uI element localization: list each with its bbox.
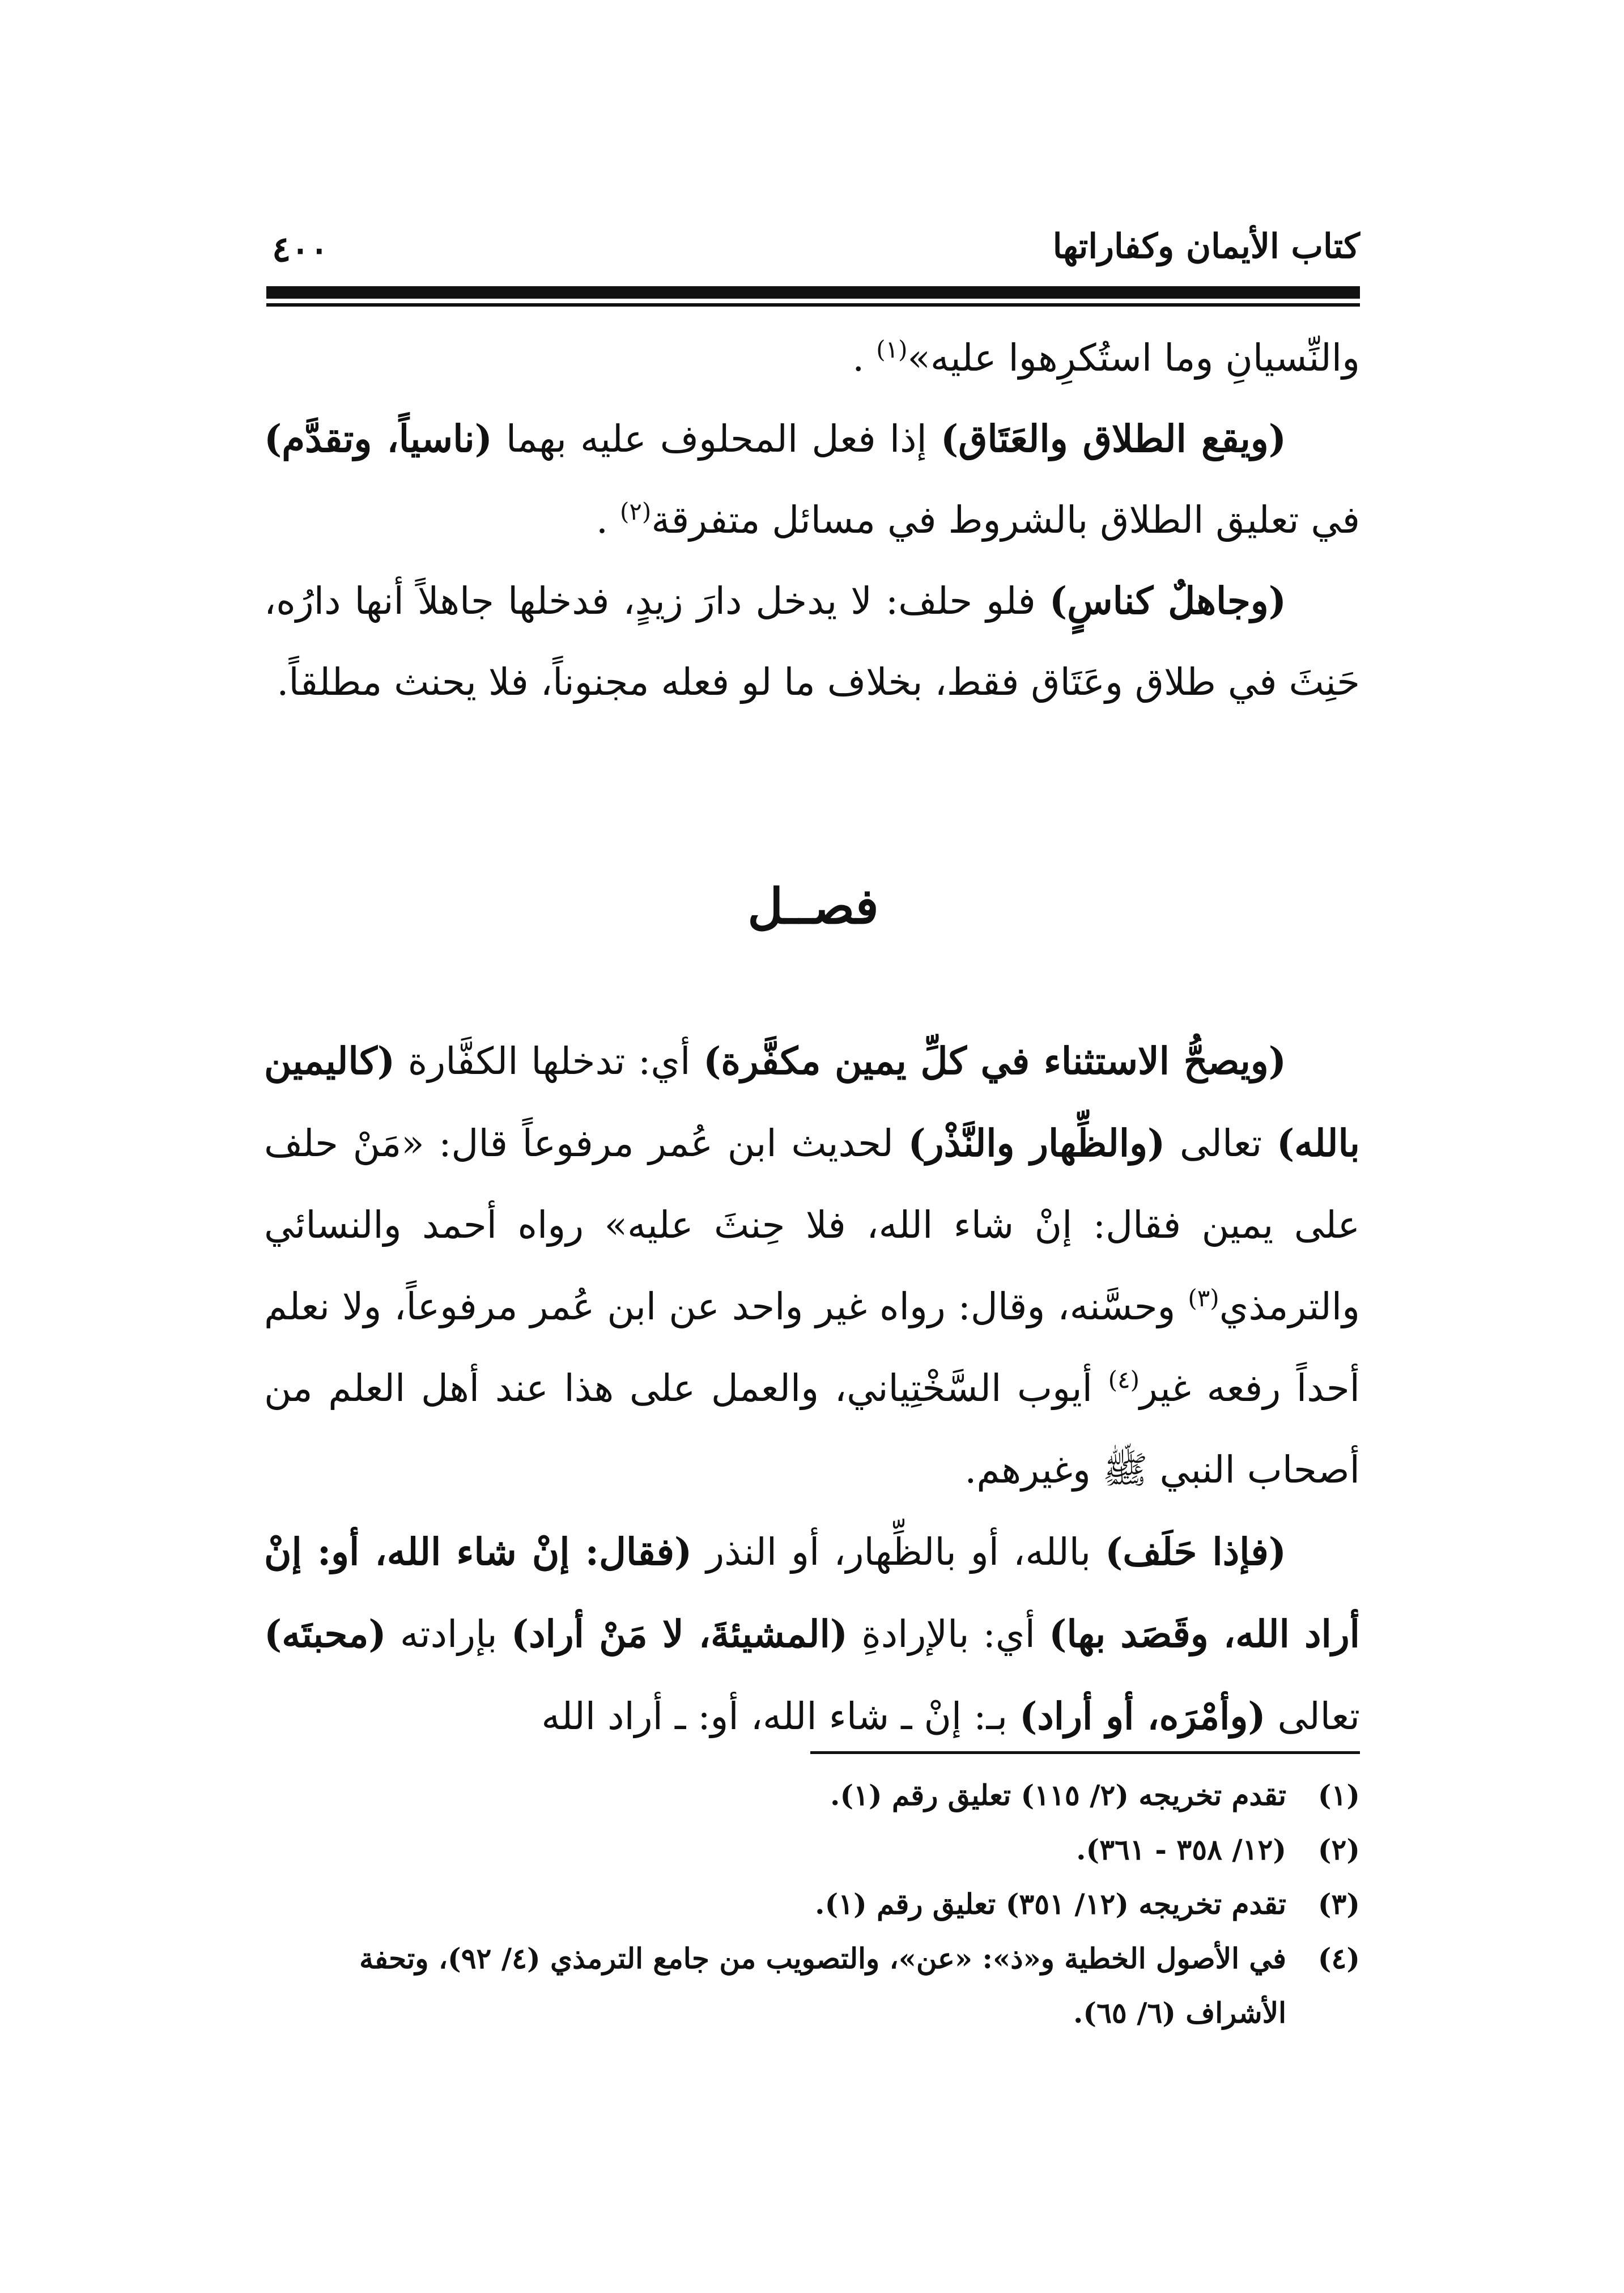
footnote-ref-4[interactable]: (٤): [1108, 1366, 1140, 1394]
footnote-4: [264, 1931, 1360, 2040]
body-text-top: [264, 317, 1360, 723]
paragraph-2: (ويقع الطلاق والعَتَاق) إذا فعل المحلوف عليه بهما (ناسياً، وتقدَّم) في تعليق الطلاق بالشروط في مسائل متفرقة$^{(٢)}$ .: [264, 417, 1360, 542]
footnote-number: (٢): [1317, 1833, 1360, 1866]
footnote-ref-3[interactable]: (٣): [1188, 1284, 1219, 1312]
footnote-text: تقدم تخريجه (٢/ ١١٥) تعليق رقم (١).: [830, 1778, 1286, 1812]
footnote-3: [264, 1877, 1360, 1931]
header-rule-thick: [266, 286, 1360, 299]
body-text-bottom: [264, 1020, 1360, 1757]
paragraph-4: (ويصحُّ الاستثناء في كلِّ يمين مكفَّرة) أي: تدخلها الكفَّارة (كاليمين بالله) تعالى (والظِّهار والنَّذْر) لحديث ابن عُمر مرفوعاً قال: «مَنْ حلف على يمين فقال: إنْ شاء الله، فلا حِنثَ عليه» رواه أحمد والنسائي والترمذي$^{(٣)}$ وحسَّنه، وقال: رواه غير واحد عن ابن عُمر مرفوعاً، ولا نعلم أحداً رفعه غير$^{(٤)}$ أيوب السَّخْتِياني، والعمل على هذا عند أهل العلم من أصحاب النبي ﷺ وغيرهم.: [264, 1039, 1360, 1492]
paragraph-3: (وجاهلٌ كناسٍ) فلو حلف: لا يدخل دارَ زيدٍ، فدخلها جاهلاً أنها دارُه، حَنِثَ في طلاق وعَتَاق فقط، بخلاف ما لو فعله مجنوناً، فلا يحنث مطلقاً.: [264, 579, 1360, 704]
header-rule-thin: [266, 303, 1360, 307]
running-title: كتاب الأيمان وكفاراتها: [1052, 227, 1360, 266]
footnote-number: (٣): [1317, 1887, 1360, 1921]
footnote-2: [264, 1823, 1360, 1877]
footnote-number: (١): [1317, 1778, 1360, 1812]
paragraph-5: (فإذا حَلَف) بالله، أو بالظِّهار، أو النذر (فقال: إنْ شاء الله، أو: إنْ أراد الله، وقَصَد بها) أي: بالإرادةِ (المشيئةَ، لا مَنْ أراد) بإرادته (محبتَه) تعالى (وأمْرَه، أو أراد) بـ: إنْ ـ شاء الله، أو: ـ أراد الله: [264, 1530, 1361, 1738]
footnote-1: [264, 1768, 1360, 1823]
footnote-number: (٤): [1317, 1942, 1360, 1975]
footnote-text: في الأصول الخطية و«ذ»: «عن»، والتصويب من جامع الترمذي (٤/ ٩٢)، وتحفة الأشراف (٦/ ٦٥).: [359, 1942, 1286, 2029]
footnote-ref-2[interactable]: (٢): [619, 498, 652, 525]
page-number: ٤٠٠: [272, 228, 329, 270]
footnote-text: (١٢/ ٣٥٨ - ٣٦١).: [1076, 1833, 1286, 1866]
page-header: [266, 224, 1360, 281]
footnote-divider: [810, 1751, 1360, 1754]
header-rule: [266, 286, 1360, 307]
footnotes: [264, 1768, 1360, 2040]
paragraph-1: والنِّسيانِ وما استُكرِهوا عليه»$^{(١)}$ .: [852, 336, 1360, 380]
section-heading: فصــل: [747, 878, 879, 935]
footnote-ref-1[interactable]: (١): [876, 336, 908, 363]
footnote-text: تقدم تخريجه (١٢/ ٣٥١) تعليق رقم (١).: [815, 1887, 1286, 1921]
